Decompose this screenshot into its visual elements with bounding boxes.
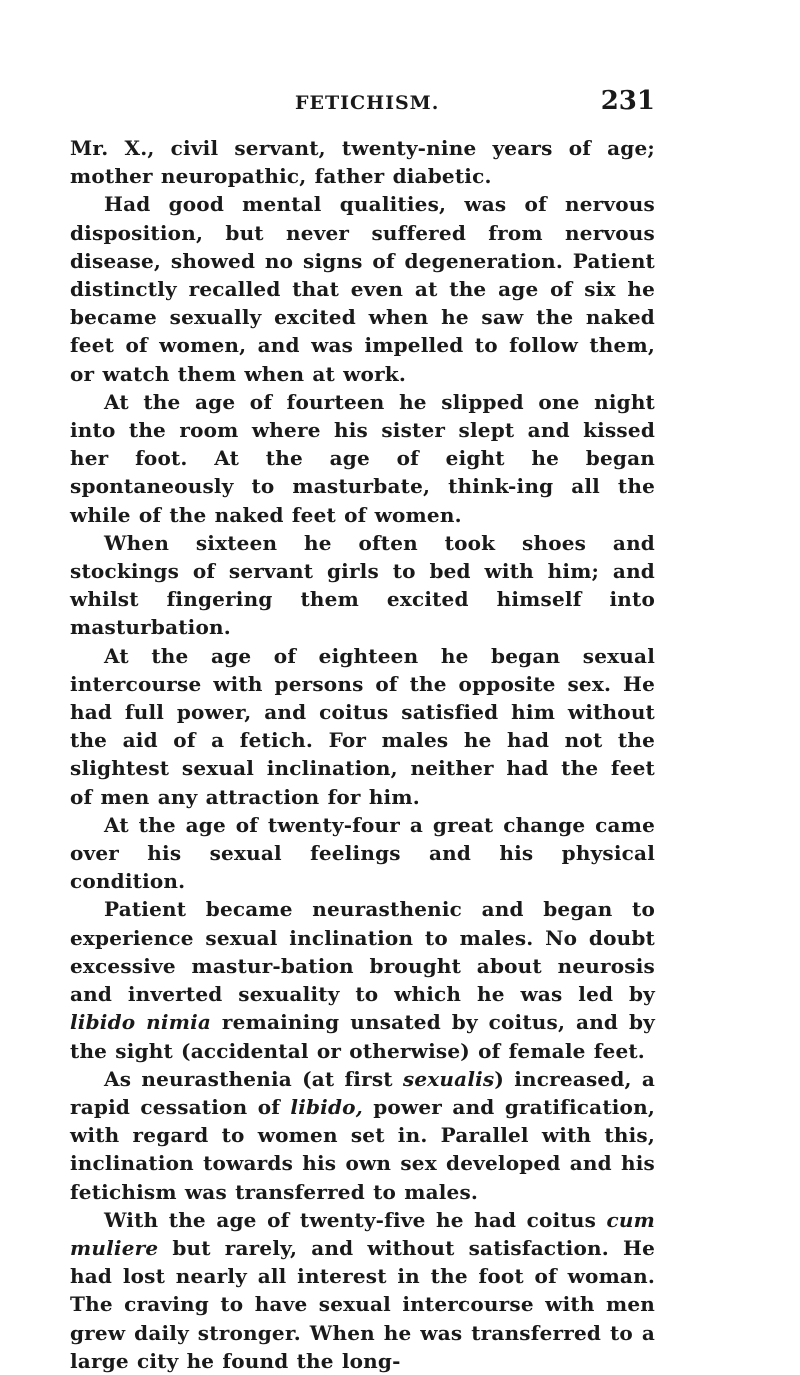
text-run: As neurasthenia (at first (104, 1066, 403, 1091)
text-run: At the age of fourteen he slipped one night into the room where his sister slept and kissed her foot. At the age of eight he began spontaneously to masturbate, think-ing all the while of the naked feet of women. (70, 389, 655, 527)
paragraph (70, 642, 655, 811)
text-run: remaining unsated by coitus, and by the sight (accidental or otherwise) of female feet. (70, 1010, 656, 1063)
paragraph (70, 134, 655, 190)
text-run: With the age of twenty-five he had coitus (104, 1207, 607, 1232)
body-text (70, 134, 655, 1375)
running-title: FETICHISM. (295, 92, 440, 114)
italic-phrase: sexualis (402, 1066, 495, 1091)
text-run: At the age of eighteen he began sexual intercourse with persons of the opposite sex. He had full power, and coitus satisfied him without the aid of a fetich. For males he had not the slightest sexual inclination, neither had the feet of men any attraction for him. (70, 643, 655, 809)
running-head (70, 78, 655, 118)
paragraph (70, 529, 655, 642)
italic-phrase: cum muliere (70, 1207, 655, 1260)
text-run: Had good mental qualities, was of nervous disposition, but never suffered from nervous disease, showed no signs of degeneration. Patient distinctly recalled that even at the age of six he became sexually excited when he saw the naked feet of women, and was impelled to follow them, or watch them when at work. (70, 192, 655, 386)
page-number: 231 (600, 86, 655, 116)
text-run: Patient became neurasthenic and began to experience sexual inclination to males. No doubt excessive mastur-bation brought about neurosis and inverted sexuality to which he was led by (70, 897, 655, 1007)
text-run: power and gratification, with regard to women set in. Parallel with this, inclination towards his own sex developed and his fetichism was transferred to males. (70, 1094, 655, 1204)
paragraph (70, 190, 655, 387)
paragraph (70, 388, 655, 529)
paragraph (70, 895, 655, 1064)
italic-phrase: libido nimia (70, 1010, 212, 1035)
text-run: but rarely, and without satisfaction. He had lost nearly all interest in the foot of woman. The craving to have sexual intercourse with men grew daily stronger. When he was transferred to a large city he found the long- (70, 1235, 655, 1373)
paragraph (70, 811, 655, 896)
text-run: Mr. X., civil servant, twenty-nine years of age; mother neuropathic, father diabetic. (70, 136, 655, 189)
italic-phrase: libido, (290, 1094, 363, 1119)
text-run: ) increased, a rapid cessation of (70, 1066, 655, 1119)
text-run: When sixteen he often took shoes and stockings of servant girls to bed with him; and whilst fingering them excited himself into masturbation. (70, 530, 655, 640)
paragraph (70, 1206, 655, 1375)
text-run: At the age of twenty-four a great change came over his sexual feelings and his physical condition. (70, 812, 655, 894)
paragraph (70, 1065, 655, 1206)
